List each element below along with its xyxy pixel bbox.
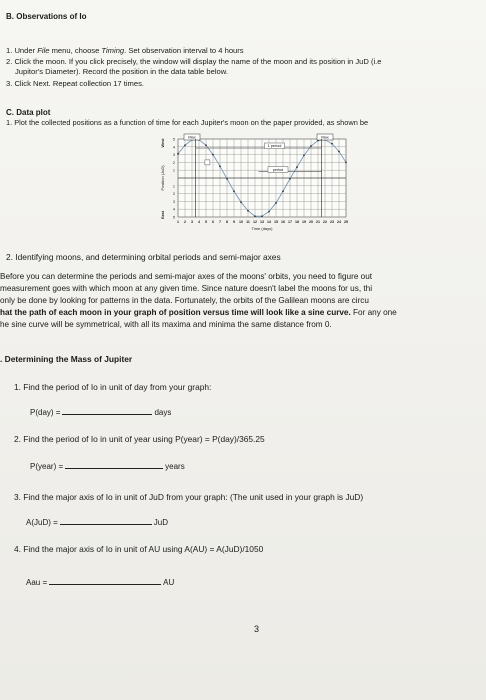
- position-time-chart: [150, 133, 350, 251]
- data-point: [345, 162, 347, 164]
- x-tick-label: 13: [260, 220, 264, 224]
- x-tick-label: 15: [274, 220, 278, 224]
- step-3-line: 3. Click Next. Repeat collection 17 times.: [6, 79, 145, 88]
- question-3: 3. Find the major axis of Io in unit of JuD from your graph: (The unit used in your graph is JuD): [14, 492, 364, 502]
- x-tick-label: 14: [267, 220, 271, 224]
- x-tick-label: 17: [288, 220, 292, 224]
- x-tick-label: 18: [295, 220, 299, 224]
- y-tick-label: 2: [172, 192, 175, 197]
- period-top-label: 1 period: [267, 144, 282, 148]
- step-1-line: 1. Under File menu, choose Timing. Set observation interval to 4 hours: [6, 46, 244, 55]
- data-point: [268, 211, 270, 213]
- y-tick-label: 3: [172, 199, 175, 204]
- identify-line-5: he sine curve will be symmetrical, with all its maxima and minima the same distance from 0.: [0, 320, 332, 329]
- x-tick-label: 25: [344, 220, 348, 224]
- answer-1-blank[interactable]: [62, 414, 152, 415]
- y-axis-bottom-label: East: [161, 210, 165, 220]
- y-tick-label: 1: [172, 184, 175, 189]
- data-point: [177, 153, 179, 155]
- answer-2-row: P(year) = years: [30, 462, 185, 471]
- x-tick-label: 22: [323, 220, 327, 224]
- mass-heading: . Determining the Mass of Jupiter: [0, 354, 133, 364]
- x-tick-label: 19: [302, 220, 306, 224]
- marker-box: [205, 160, 210, 165]
- x-tick-label: 5: [205, 220, 207, 224]
- x-tick-label: 3: [191, 220, 193, 224]
- x-tick-label: 12: [253, 220, 257, 224]
- x-tick-label: 11: [246, 220, 250, 224]
- data-point: [275, 202, 277, 204]
- data-point: [289, 178, 291, 180]
- question-4: 4. Find the major axis of Io in unit of AU using A(AU) = A(JuD)/1050: [14, 544, 264, 554]
- data-point: [261, 215, 263, 217]
- section-b-heading: B. Observations of Io: [6, 12, 87, 21]
- data-point: [303, 154, 305, 156]
- y-tick-label: 5: [172, 215, 175, 220]
- y-tick-label: 2: [172, 160, 175, 165]
- data-point: [331, 143, 333, 145]
- y-axis-label: Position (JuD): [160, 165, 165, 191]
- answer-2-blank[interactable]: [65, 468, 163, 469]
- x-tick-label: 7: [219, 220, 221, 224]
- data-point: [310, 145, 312, 147]
- max-left-label: Max: [188, 134, 196, 140]
- page-number: 3: [254, 624, 260, 634]
- step-2-line-2: Jupitor's Diameter). Record the position in the data table below.: [15, 67, 228, 76]
- x-tick-label: 16: [281, 220, 285, 224]
- x-tick-label: 2: [184, 220, 186, 224]
- x-tick-label: 24: [337, 220, 341, 224]
- data-point: [247, 210, 249, 212]
- data-point: [282, 190, 284, 192]
- y-tick-label: 5: [172, 137, 175, 142]
- period-mid-label: period: [272, 167, 284, 172]
- step-2-line-1: 2. Click the moon. If you click precisely, the window will display the name of the moon and its position in JuD (i.e: [6, 57, 382, 66]
- y-tick-label: 3: [172, 153, 175, 158]
- question-1: 1. Find the period of Io in unit of day from your graph:: [14, 382, 212, 392]
- y-tick-label: 1: [172, 168, 175, 173]
- x-tick-label: 8: [226, 220, 228, 224]
- identify-line-1: Before you can determine the periods and semi-major axes of the moons' orbits, you need to figure out: [0, 272, 373, 281]
- answer-3-row: A(JuD) = JuD: [26, 518, 169, 527]
- x-axis-label: Time (days): [251, 226, 273, 231]
- data-point: [254, 215, 256, 217]
- x-tick-label: 6: [212, 220, 214, 224]
- answer-4-row: Aau = AU: [26, 578, 175, 587]
- section-c-step-1: 1. Plot the collected positions as a function of time for each Jupiter's moon on the paper provided, as shown be: [6, 118, 369, 127]
- data-point: [219, 165, 221, 167]
- identify-line-3: only be done by looking for patterns in the data. Fortunately, the orbits of the Galilean moons are circu: [0, 296, 369, 305]
- x-tick-label: 4: [198, 220, 200, 224]
- question-2: 2. Find the period of Io in unit of year using P(year) = P(day)/365.25: [14, 434, 265, 444]
- identify-line-2: measurement goes with which moon at any given time. Since nature doesn't label the moons for us, thi: [0, 284, 373, 293]
- data-point: [233, 190, 235, 192]
- data-point: [205, 144, 207, 146]
- data-point: [240, 201, 242, 203]
- x-tick-label: 21: [316, 220, 320, 224]
- data-point: [296, 166, 298, 168]
- identify-line-4: hat the path of each moon in your graph of position versus time will look like a sine curve. For any one: [0, 308, 397, 317]
- y-tick-label: 4: [172, 207, 175, 212]
- section-c-heading: C. Data plot: [6, 108, 51, 117]
- answer-1-row: P(day) = days: [30, 408, 172, 417]
- answer-3-blank[interactable]: [60, 524, 152, 525]
- data-point: [338, 151, 340, 153]
- answer-4-blank[interactable]: [49, 584, 161, 585]
- x-tick-label: 23: [330, 220, 334, 224]
- identify-heading: 2. Identifying moons, and determining orbital periods and semi-major axes: [6, 252, 281, 262]
- x-tick-label: 1: [177, 220, 179, 224]
- data-point: [212, 154, 214, 156]
- x-tick-label: 10: [239, 220, 243, 224]
- y-tick-label: 4: [172, 145, 175, 150]
- max-right-label: Max: [321, 134, 329, 140]
- y-axis-top-label: West: [161, 138, 165, 148]
- data-point: [184, 144, 186, 146]
- x-tick-label: 20: [309, 220, 313, 224]
- x-tick-label: 9: [233, 220, 235, 224]
- data-point: [226, 178, 228, 180]
